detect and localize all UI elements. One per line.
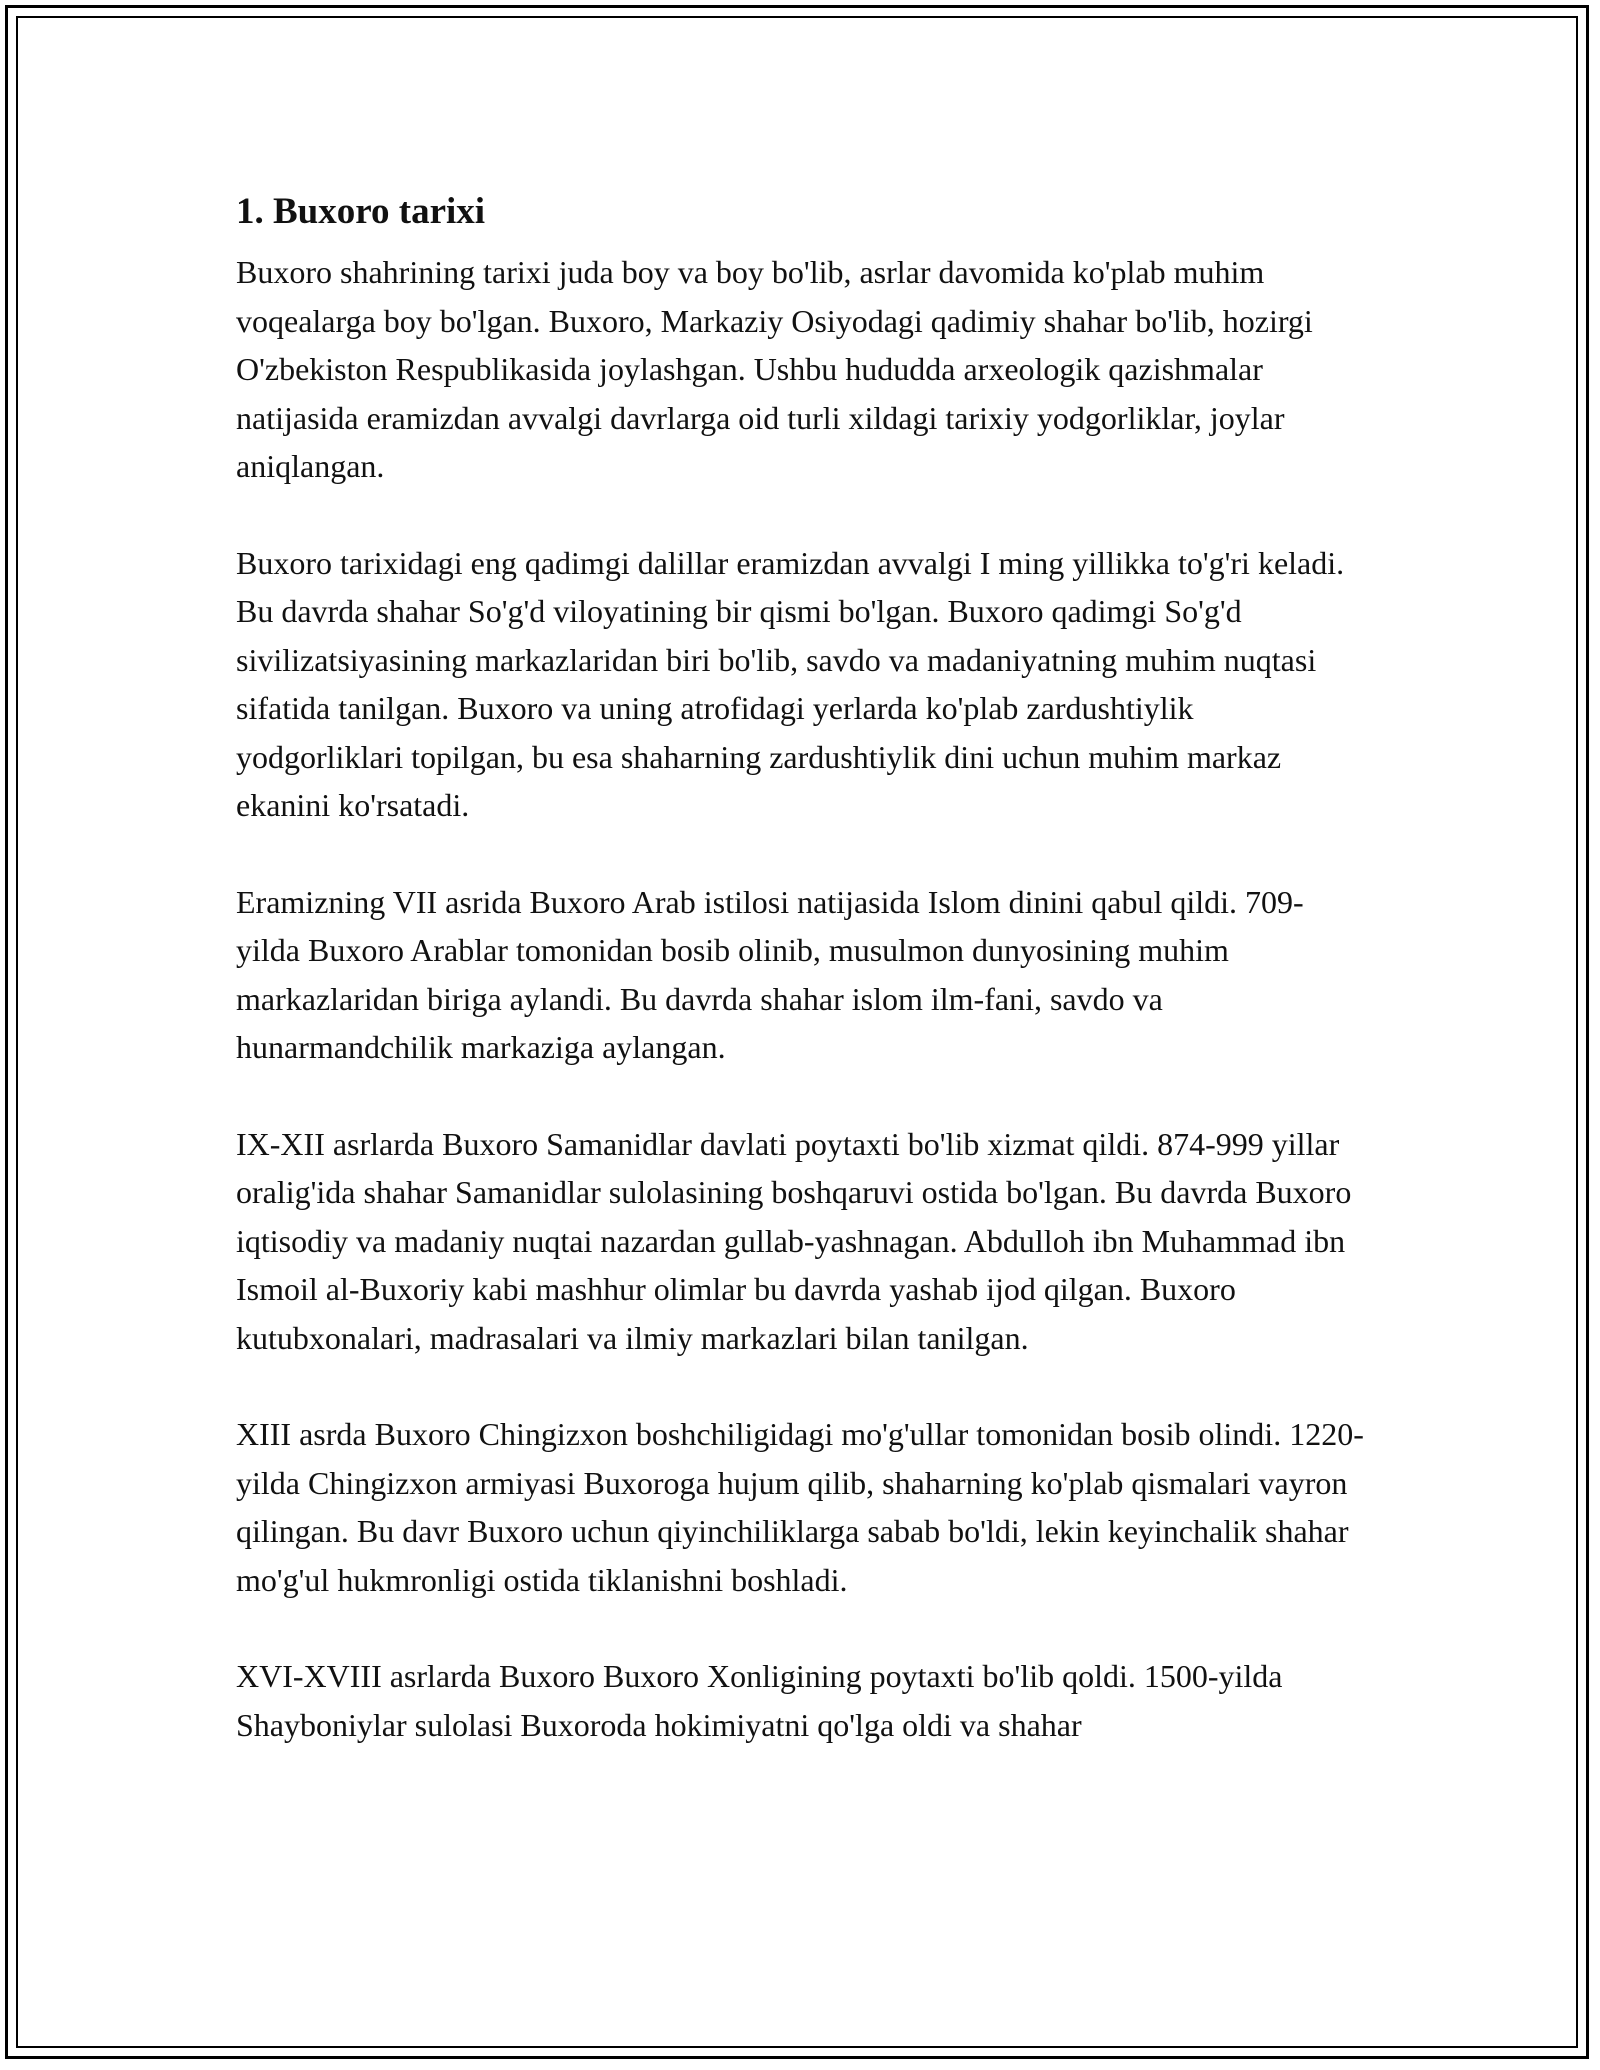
paragraph-samanid-era: IX-XII asrlarda Buxoro Samanidlar davlati poytaxti bo'lib xizmat qildi. 874-999 yillar oralig'ida shahar Samanidlar sulolasining boshqaruvi ostida bo'lgan. Bu davrda Buxoro iqtisodiy va madaniy nuqtai nazardan gullab-yashnagan. Abdulloh ibn Muhammad ibn Ismoil al-Buxoriy kabi mashhur olimlar bu davrda yashab ijod qilgan. Buxoro kutubxonalari, madrasalari va ilmiy markazlari bilan tanilgan. <box>236 1125 1352 1356</box>
document-body <box>236 188 1366 1797</box>
section-heading: 1. Buxoro tarixi <box>236 191 486 232</box>
paragraph-mongol-invasion: XIII asrda Buxoro Chingizxon boshchiligidagi mo'g'ullar tomonidan bosib olindi. 1220-yilda Chingizxon armiyasi Buxoroga hujum qilib, shaharning ko'plab qismalari vayron qilingan. Bu davr Buxoro uchun qiyinchiliklarga sabab bo'ldi, lekin keyinchalik shahar mo'g'ul hukmronligi ostida tiklanishni boshladi. <box>236 1416 1364 1598</box>
paragraph-bukhara-khanate: XVI-XVIII asrlarda Buxoro Buxoro Xonligining poytaxti bo'lib qoldi. 1500-yilda Shayboniylar sulolasi Buxoroda hokimiyatni qo'lga oldi va shahar <box>236 1658 1283 1743</box>
paragraph-ancient-history: Buxoro shahrining tarixi juda boy va boy bo'lib, asrlar davomida ko'plab muhim voqealarga boy bo'lgan. Buxoro, Markaziy Osiyodagi qadimiy shahar bo'lib, hozirgi O'zbekiston Respublikasida joylashgan. Ushbu hududda arxeologik qazishmalar natijasida eramizdan avvalgi davrlarga oid turli xildagi tarixiy yodgorliklar, joylar aniqlangan. <box>236 254 1313 484</box>
paragraph-arab-conquest: Eramizning VII asrida Buxoro Arab istilosi natijasida Islom dinini qabul qildi. 709-yilda Buxoro Arablar tomonidan bosib olinib, musulmon dunyosining muhim markazlaridan biriga aylandi. Bu davrda shahar islom ilm-fani, savdo va hunarmandchilik markaziga aylangan. <box>236 883 1304 1065</box>
paragraph-sogdian-period: Buxoro tarixidagi eng qadimgi dalillar eramizdan avvalgi I ming yillikka to'g'ri keladi. Bu davrda shahar So'g'd viloyatining bir qismi bo'lgan. Buxoro qadimgi So'g'd sivilizatsiyasining markazlaridan biri bo'lib, savdo va madaniyatning muhim nuqtasi sifatida tanilgan. Buxoro va uning atrofidagi yerlarda ko'plab zardushtiylik yodgorliklari topilgan, bu esa shaharning zardushtiylik dini uchun muhim markaz ekanini ko'rsatadi. <box>236 544 1345 823</box>
